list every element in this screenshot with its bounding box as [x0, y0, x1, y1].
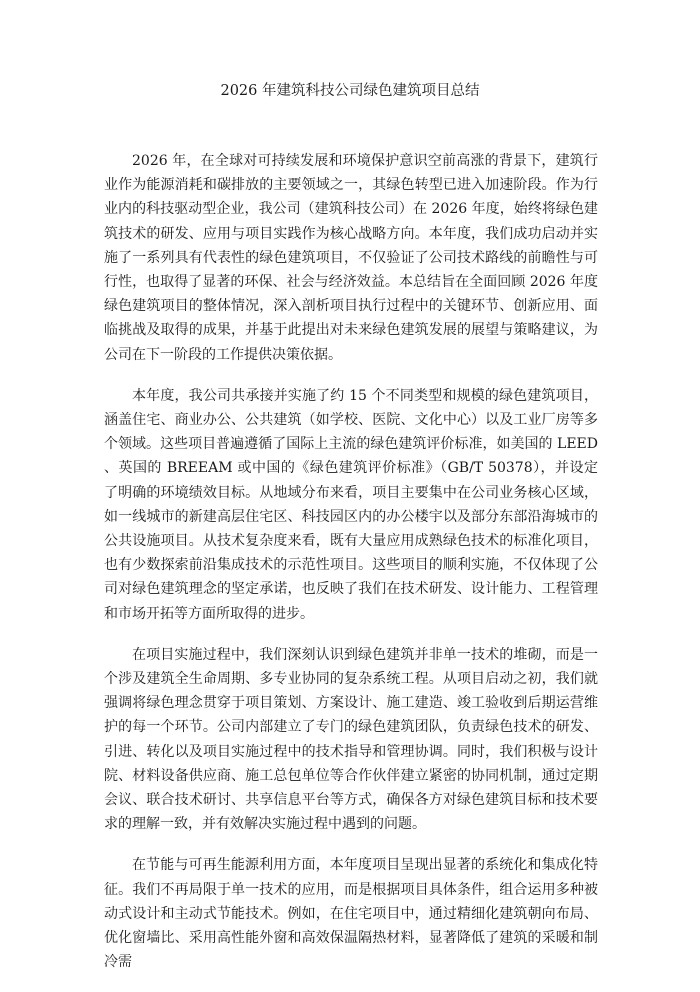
paragraph-project-overview: 本年度，我公司共承接并实施了约 15 个不同类型和规模的绿色建筑项目，涵盖住宅、商业办公、公共建筑（如学校、医院、文化中心）以及工业厂房等多个领域。这些项目普遍遵循了国际上主流的绿色建筑评价标准，如美国的 LEED、英国的 BREEAM 或中国的《绿色建筑评价标准》（GB/T 50378），并设定了明确的环境绩效目标。从地域分布来看，项目主要集中在公司业务核心区域，如一线城市的新建高层住宅区、科技园区内的办公楼宇以及部分东部沿海城市的公共设施项目。从技术复杂度来看，既有大量应用成熟绿色技术的标准化项目，也有少数探索前沿集成技术的示范性项目。这些项目的顺利实施，不仅体现了公司对绿色建筑理念的坚定承诺，也反映了我们在技术研发、设计能力、工程管理和市场开拓等方面所取得的进步。	[104, 387, 598, 622]
paragraph-intro: 2026 年，在全球对可持续发展和环境保护意识空前高涨的背景下，建筑行业作为能源消耗和碳排放的主要领域之一，其绿色转型已进入加速阶段。作为行业内的科技驱动型企业，我公司（建筑科技公司）在 2026 年度，始终将绿色建筑技术的研发、应用与项目实践作为核心战略方向。本年度，我们成功启动并实施了一系列具有代表性的绿色建筑项目，不仅验证了公司技术路线的前瞻性与可行性，也取得了显著的环保、社会与经济效益。本总结旨在全面回顾 2026 年度绿色建筑项目的整体情况，深入剖析项目执行过程中的关键环节、创新应用、面临挑战及取得的成果，并基于此提出对未来绿色建筑发展的展望与策略建议，为公司在下一阶段的工作提供决策依据。	[104, 153, 598, 363]
paragraph-energy-saving: 在节能与可再生能源利用方面，本年度项目呈现出显著的系统化和集成化特征。我们不再局限于单一技术的应用，而是根据项目具体条件，组合运用多种被动式设计和主动式节能技术。例如，在住宅项目中，通过精细化建筑朝向布局、优化窗墙比、采用高性能外窗和高效保温隔热材料，显著降低了建筑的采暖和制冷需	[104, 857, 598, 971]
document-body	[104, 149, 598, 992]
paragraph-implementation: 在项目实施过程中，我们深刻认识到绿色建筑并非单一技术的堆砌，而是一个涉及建筑全生命周期、多专业协同的复杂系统工程。从项目启动之初，我们就强调将绿色理念贯穿于项目策划、方案设计、施工建造、竣工验收到后期运营维护的每一个环节。公司内部建立了专门的绿色建筑团队，负责绿色技术的研发、引进、转化以及项目实施过程中的技术指导和管理协调。同时，我们积极与设计院、材料设备供应商、施工总包单位等合作伙伴建立紧密的协同机制，通过定期会议、联合技术研讨、共享信息平台等方式，确保各方对绿色建筑目标和技术要求的理解一致，并有效解决实施过程中遇到的问题。	[104, 646, 598, 833]
document-title: 2026 年建筑科技公司绿色建筑项目总结	[220, 83, 480, 99]
